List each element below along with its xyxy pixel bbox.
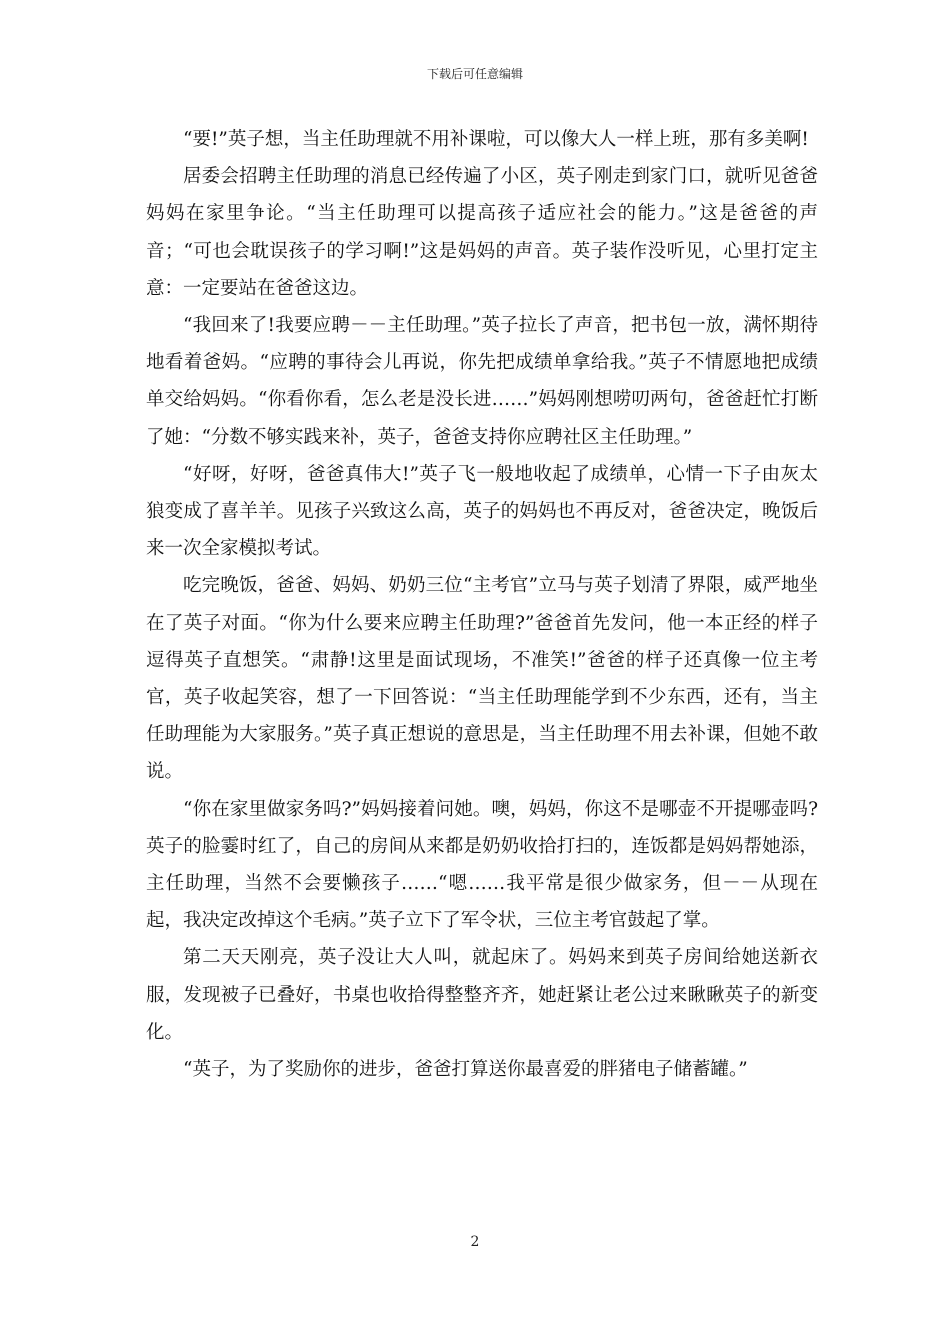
paragraph: “你在家里做家务吗?”妈妈接着问她。噢，妈妈，你这不是哪壶不开提哪壶吗?英子的脸霎时红了，自己的房间从来都是奶奶收拾打扫的，连饭都是妈妈帮她添，主任助理，当然不会要懒孩子……“嗯……我平常是很少做家务，但－－从现在起，我决定改掉这个毛病。”英子立下了军令状，三位主考官鼓起了掌。 (146, 798, 818, 932)
paragraph: “要!”英子想，当主任助理就不用补课啦，可以像大人一样上班，那有多美啊! (183, 129, 809, 150)
paragraph: 吃完晚饭，爸爸、妈妈、奶奶三位“主考官”立马与英子划清了界限，威严地坐在了英子对面。“你为什么要来应聘主任助理?”爸爸首先发问，他一本正经的样子逗得英子直想笑。“肃静!这里是面试现场，不准笑!”爸爸的样子还真像一位主考官，英子收起笑容，想了一下回答说：“当主任助理能学到不少东西，还有，当主任助理能为大家服务。”英子真正想说的意思是，当主任助理不用去补课，但她不敢说。 (146, 575, 818, 783)
page-number: 2 (470, 1234, 480, 1250)
paragraph: 居委会招聘主任助理的消息已经传遍了小区，英子刚走到家门口，就听见爸爸妈妈在家里争论。“当主任助理可以提高孩子适应社会的能力。”这是爸爸的声音；“可也会耽误孩子的学习啊!”这是妈妈的声音。英子装作没听见，心里打定主意：一定要站在爸爸这边。 (146, 166, 818, 299)
paragraph: “英子，为了奖励你的进步，爸爸打算送你最喜爱的胖猪电子储蓄罐。” (183, 1059, 748, 1081)
document-body (146, 121, 818, 1088)
page-header-note: 下载后可任意编辑 (426, 67, 523, 81)
paragraph: 第二天天刚亮，英子没让大人叫，就起床了。妈妈来到英子房间给她送新衣服，发现被子已叠好，书桌也收拾得整整齐齐，她赶紧让老公过来瞅瞅英子的新变化。 (146, 947, 818, 1043)
paragraph: “我回来了!我要应聘－－主任助理。”英子拉长了声音，把书包一放，满怀期待地看着爸妈。“应聘的事待会儿再说，你先把成绩单拿给我。”英子不情愿地把成绩单交给妈妈。“你看你看，怎么老是没长进……”妈妈刚想唠叨两句，爸爸赶忙打断了她：“分数不够实践来补，英子，爸爸支持你应聘社区主任助理。” (146, 315, 818, 448)
paragraph: “好呀，好呀，爸爸真伟大!”英子飞一般地收起了成绩单，心情一下子由灰太狼变成了喜羊羊。见孩子兴致这么高，英子的妈妈也不再反对，爸爸决定，晚饭后来一次全家模拟考试。 (146, 463, 818, 560)
